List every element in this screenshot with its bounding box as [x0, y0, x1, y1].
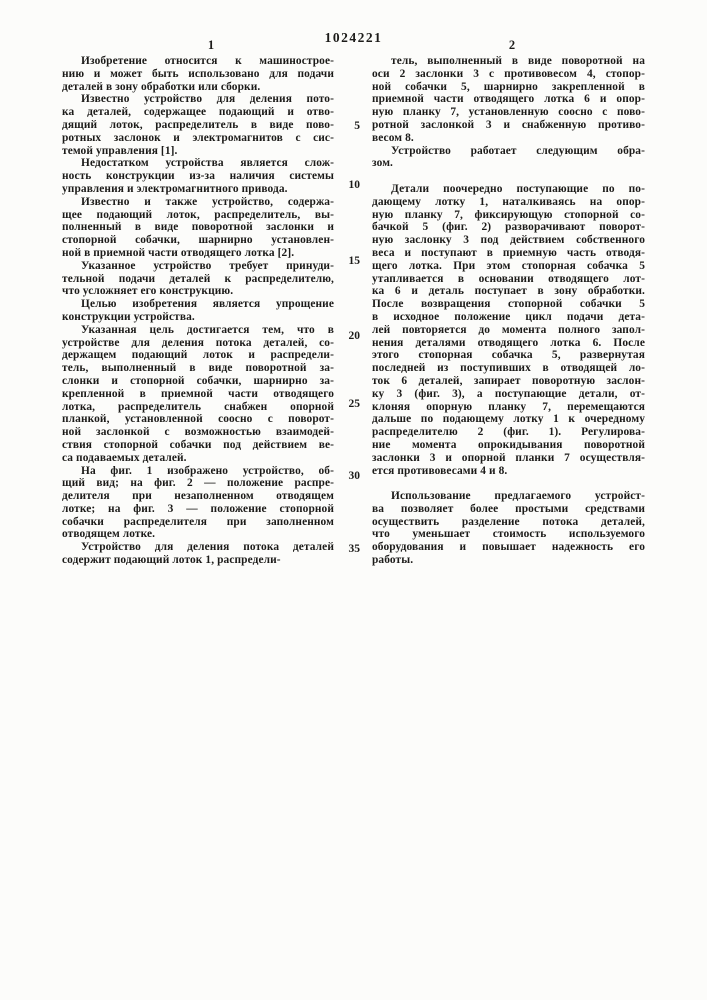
- text-line: тельной подачи деталей к распределителю,: [62, 272, 334, 285]
- paragraph-drawback-2: [62, 260, 334, 298]
- line-number-30: 30: [348, 470, 360, 482]
- text-line: темой управления [1].: [62, 144, 178, 157]
- paragraph-prior-art-1: [62, 93, 334, 157]
- text-line: приемной части отводящего лотка 6 и опор-: [372, 93, 645, 106]
- line-number-10: 10: [348, 179, 360, 191]
- text-line: распределителю 2 (фиг. 1). Регулирова-: [372, 426, 645, 439]
- text-line: ка деталей, содержащее подающий и отво-: [62, 106, 334, 119]
- text-line: лотке; на фиг. 3 — положение стопорной: [62, 502, 334, 515]
- left-text-column: [62, 55, 334, 567]
- text-line: клоняя опорную планку 7, перемещаются: [372, 400, 645, 413]
- text-line: веса и поступают в приемную часть отводя-: [372, 246, 645, 259]
- paragraph-drawback-1: [62, 157, 334, 195]
- text-line: щий вид; на фиг. 2 — положение распре-: [62, 477, 334, 490]
- text-line: Детали поочередно поступающие по по-: [391, 182, 645, 195]
- text-line: Известно устройство для деления пото-: [81, 93, 334, 106]
- text-line: стопорной собачки, шарнирно установлен-: [62, 234, 334, 247]
- text-line: что усложняет его конструкцию.: [62, 285, 234, 298]
- text-line: ку 3 (фиг. 3), а поступающие детали, от-: [372, 387, 645, 400]
- text-line: дящий лоток, распределитель в виде пово-: [62, 118, 334, 131]
- paragraph-benefits: [372, 490, 645, 567]
- text-line: ствия стопорной собачки под действием ве-: [62, 438, 334, 451]
- line-number-25: 25: [348, 398, 360, 410]
- paragraph-device-continued: [372, 55, 645, 145]
- paragraph-operation-intro: [372, 145, 645, 171]
- text-line: ной в приемной части отводящего лотка [2].: [62, 246, 295, 259]
- text-line: тель, выполненный в виде поворотной на: [391, 55, 645, 67]
- text-line: ную планку 7, установленную соосно с пово-: [372, 106, 645, 119]
- text-line: нию и может быть использовано для подачи: [62, 67, 334, 80]
- text-line: Указанная цель достигается тем, что в: [81, 323, 334, 336]
- text-line: оси 2 заслонки 3 с противовесом 4, стопор-: [372, 67, 645, 80]
- text-line: щее подающий лоток, распределитель, вы-: [62, 208, 334, 221]
- text-line: лотка, распределитель снабжен опорной: [62, 400, 334, 413]
- text-line: Недостатком устройства является слож-: [81, 157, 334, 170]
- text-line: После возвращения стопорной собачки 5: [372, 298, 645, 311]
- text-line: последней из поступивших в отводящей ло-: [372, 362, 645, 375]
- text-line: собачки распределителя при заполненном: [62, 515, 334, 528]
- text-line: содержит подающий лоток 1, распредели-: [62, 554, 281, 567]
- line-number-35: 35: [348, 543, 360, 555]
- text-line: управления и электромагнитного привода.: [62, 182, 288, 195]
- text-line: ка 6 и деталь поступает в зону обработки.: [372, 285, 645, 298]
- text-line: ток 6 деталей, запирает поворотную заслон-: [372, 374, 645, 387]
- text-line: тель, выполненный в виде поворотной за-: [62, 362, 334, 375]
- text-line: этого стопорная собачка 5, развернутая: [372, 349, 645, 362]
- text-line: бачкой 5 (фиг. 2) разворачивают поворот-: [372, 221, 645, 234]
- text-line: Устройство работает следующим обра-: [391, 144, 645, 157]
- column-number-left: 1: [207, 38, 215, 52]
- text-line: Целью изобретения является упрощение: [81, 298, 334, 311]
- text-line: работы.: [372, 554, 414, 567]
- paragraph-prior-art-2: [62, 196, 334, 260]
- text-line: планкой, установленной соосно с поворот-: [62, 413, 334, 426]
- text-line: осуществить разделение потока деталей,: [372, 515, 645, 528]
- text-line: ной собачки 5, шарнирно закрепленной в: [372, 80, 645, 93]
- text-line: ную планку 7, фиксирующую стопорной со-: [372, 208, 645, 221]
- text-line: весом 8.: [372, 131, 414, 144]
- paragraph-goal: [62, 298, 334, 324]
- text-line: щего лотка. При этом стопорная собачка 5: [372, 259, 645, 272]
- text-line: Изобретение относится к машинострое-: [81, 55, 334, 67]
- text-line: са подаваемых деталей.: [62, 451, 187, 464]
- text-line: слонки и стопорной собачки, шарнирно за-: [62, 374, 334, 387]
- text-line: Использование предлагаемого устройст-: [391, 490, 645, 503]
- text-line: крепленной в приемной части отводящего: [62, 387, 334, 400]
- text-line: Указанное устройство требует принуди-: [81, 259, 334, 272]
- text-line: ность конструкции из-за наличия системы: [62, 170, 334, 183]
- line-number-20: 20: [348, 330, 360, 342]
- line-number-5: 5: [354, 120, 360, 132]
- text-line: ротной заслонкой 3 и снабженную противо-: [372, 118, 645, 131]
- text-line: ной заслонкой с возможностью взаимодей-: [62, 426, 334, 439]
- text-line: ротных заслонок и электромагнитов с сис-: [62, 131, 334, 144]
- text-line: Устройство для деления потока деталей: [81, 541, 334, 554]
- text-line: делителя при незаполненном отводящем: [62, 490, 334, 503]
- paragraph-device-start: [62, 541, 334, 567]
- text-line: оборудования и повышает надежность его: [372, 541, 645, 554]
- text-line: деталей в зону обработки или сборки.: [62, 80, 261, 93]
- paragraph-figures: [62, 465, 334, 542]
- text-line: ва позволяет более простыми средствами: [372, 502, 645, 515]
- text-line: в исходное положение цикл подачи дета-: [372, 310, 645, 323]
- paragraph-intro: [62, 55, 334, 93]
- right-text-column: [372, 55, 645, 567]
- text-line: ную заслонку 3 под действием собственного: [372, 234, 645, 247]
- text-line: ние момента опрокидывания поворотной: [372, 438, 645, 451]
- text-line: что уменьшает стоимость используемого: [372, 528, 645, 541]
- text-line: На фиг. 1 изображено устройство, об-: [81, 464, 334, 477]
- text-line: Известно и также устройство, содержа-: [81, 195, 334, 208]
- line-number-15: 15: [348, 255, 360, 267]
- text-line: зом.: [372, 157, 393, 170]
- text-line: устройстве для деления потока деталей, со-: [62, 336, 334, 349]
- text-line: лей повторяется до момента полного запол-: [372, 323, 645, 336]
- text-line: держащем подающий лоток и распредели-: [62, 349, 334, 362]
- text-line: дальше по подающему лотку 1 к очередному: [372, 413, 645, 426]
- text-line: заслонки 3 и опорной планки 7 осуществля-: [372, 451, 645, 464]
- text-line: ется противовесами 4 и 8.: [372, 464, 508, 477]
- text-line: отводящем лотке.: [62, 528, 156, 541]
- paragraph-solution: [62, 324, 334, 465]
- patent-number: 1024221: [324, 30, 383, 45]
- text-line: дающему лотку 1, наталкиваясь на опор-: [372, 195, 645, 208]
- column-number-right: 2: [508, 38, 516, 52]
- paragraph-operation-detail: [372, 183, 645, 477]
- text-line: утапливается в основании отводящего лот-: [372, 272, 645, 285]
- text-line: полненный в виде поворотной заслонки и: [62, 221, 334, 234]
- text-line: нения деталями отводящего лотка 6. После: [372, 336, 645, 349]
- text-line: конструкции устройства.: [62, 310, 195, 323]
